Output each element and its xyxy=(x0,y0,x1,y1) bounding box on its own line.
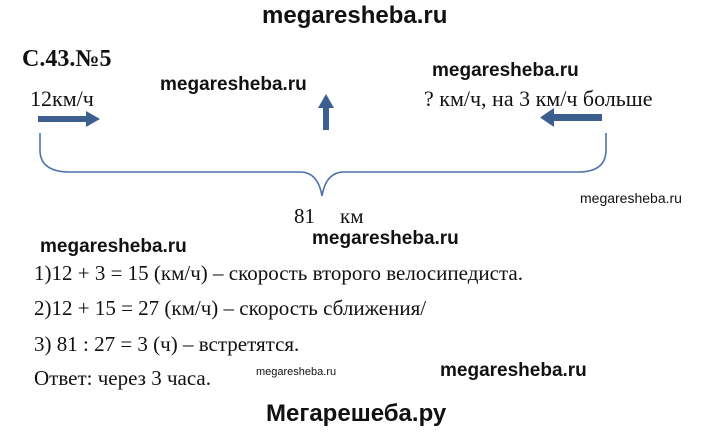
watermark-answer-right: megaresheba.ru xyxy=(440,360,587,381)
watermark-right-header: megaresheba.ru xyxy=(432,60,579,81)
watermark-near-arrow: megaresheba.ru xyxy=(160,74,307,95)
watermark-left-mid: megaresheba.ru xyxy=(40,236,187,257)
watermark-small-right: megaresheba.ru xyxy=(580,190,682,206)
watermark-top: megaresheba.ru xyxy=(262,2,448,29)
watermark-center-mid: megaresheba.ru xyxy=(312,228,459,249)
distance-value: 81 xyxy=(294,204,315,228)
distance-unit: км xyxy=(340,204,364,228)
arrow-up-icon xyxy=(318,94,334,130)
watermark-answer-inline: megaresheba.ru xyxy=(256,366,337,378)
solution-line-2: 2)12 + 15 = 27 (км/ч) – скорость сближения/ xyxy=(34,296,427,320)
speed-right-label: ? км/ч, на 3 км/ч больше xyxy=(424,86,653,111)
answer-line: Ответ: через 3 часа. xyxy=(34,366,212,390)
distance-brace xyxy=(40,133,606,196)
arrow-right-icon xyxy=(38,111,100,127)
watermark-footer: Мегарешеба.ру xyxy=(266,400,447,427)
speed-left-label: 12км/ч xyxy=(30,86,94,111)
solution-line-1: 1)12 + 3 = 15 (км/ч) – скорость второго велосипедиста. xyxy=(34,261,523,285)
solution-line-3: 3) 81 : 27 = 3 (ч) – встретятся. xyxy=(34,332,300,356)
task-title: С.43.№5 xyxy=(22,46,112,72)
arrow-left-icon xyxy=(540,108,602,127)
